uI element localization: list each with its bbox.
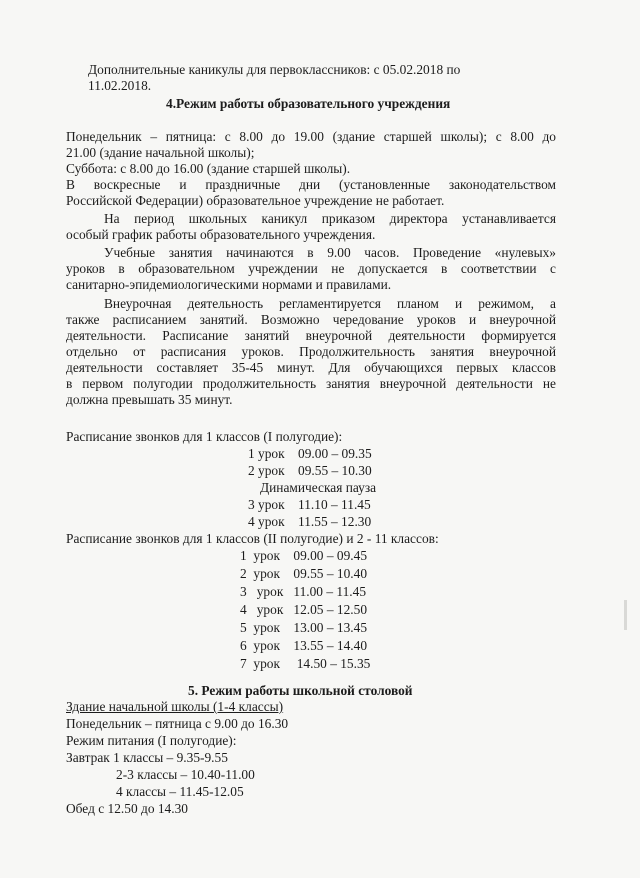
bells-2-row: 6 урок 13.55 – 14.40 — [240, 638, 368, 653]
breakfast-line: 2-3 классы – 10.40-11.00 — [116, 767, 255, 782]
breakfast-line: Завтрак 1 классы – 9.35-9.55 — [66, 750, 228, 765]
hours-line-2: 21.00 (здание начальной школы); — [66, 145, 255, 160]
extra-line-3: деятельности. Расписание занятий внеурочной деятельности формируется — [66, 328, 556, 343]
hours-line-1: Понедельник – пятница: с 8.00 до 19.00 (здание старшей школы); с 8.00 до — [66, 129, 556, 144]
scan-edge-mark — [624, 600, 627, 630]
bells-2-row: 2 урок 09.55 – 10.40 — [240, 566, 368, 581]
bells-2-row: 5 урок 13.00 – 13.45 — [240, 620, 368, 635]
building-label: Здание начальной школы (1-4 классы) — [66, 699, 284, 714]
breakfast-line: 4 классы – 11.45-12.05 — [116, 784, 244, 799]
canteen-hours: Понедельник – пятница с 9.00 до 16.30 — [66, 716, 289, 731]
lunch-line: Обед с 12.50 до 14.30 — [66, 801, 188, 816]
bells-2-row: 4 урок 12.05 – 12.50 — [240, 602, 368, 617]
section-5-title: 5. Режим работы школьной столовой — [188, 683, 413, 698]
section-4-title: 4.Режим работы образовательного учреждения — [166, 96, 451, 111]
holidays-line-2: особый график работы образовательного учреждения. — [66, 227, 376, 242]
classes-line-1: Учебные занятия начинаются в 9.00 часов. Проведение «нулевых» — [104, 245, 556, 260]
intro-line-1: Дополнительные каникулы для первоклассников: с 05.02.2018 по — [88, 62, 461, 77]
extra-line-4: отдельно от расписания уроков. Продолжительность занятия внеурочной — [66, 344, 556, 359]
bells-1-row: 3 урок 11.10 – 11.45 — [248, 497, 371, 512]
classes-line-3: санитарно-эпидемиологическими нормами и правилами. — [66, 277, 392, 292]
bells-1-row: 2 урок 09.55 – 10.30 — [248, 463, 372, 478]
bells-2-row: 1 урок 09.00 – 09.45 — [240, 548, 368, 563]
dynamic-pause: Динамическая пауза — [260, 480, 377, 495]
bells-1-row: 4 урок 11.55 – 12.30 — [248, 514, 372, 529]
bells-1-row: 1 урок 09.00 – 09.35 — [248, 446, 372, 461]
bells-2-title: Расписание звонков для 1 классов (II полугодие) и 2 - 11 классов: — [66, 531, 439, 546]
bells-1-title: Расписание звонков для 1 классов (I полугодие): — [66, 429, 343, 444]
bells-2-row: 3 урок 11.00 – 11.45 — [240, 584, 367, 599]
extra-line-1: Внеурочная деятельность регламентируется планом и режимом, а — [104, 296, 556, 311]
extra-line-5: деятельности составляет 35-45 минут. Для обучающихся первых классов — [66, 360, 556, 375]
extra-line-2: также расписанием занятий. Возможно чередование уроков и внеурочной — [66, 312, 556, 327]
intro-line-2: 11.02.2018. — [88, 78, 152, 93]
extra-line-7: должна превышать 35 минут. — [66, 392, 233, 407]
holidays-line-1: На период школьных каникул приказом директора устанавливается — [104, 211, 556, 226]
hours-line-4: В воскресные и праздничные дни (установленные законодательством — [66, 177, 556, 192]
meal-mode: Режим питания (I полугодие): — [66, 733, 237, 748]
classes-line-2: уроков в образовательном учреждении не допускается в соответствии с — [66, 261, 556, 276]
hours-line-3: Суббота: с 8.00 до 16.00 (здание старшей школы). — [66, 161, 351, 176]
hours-line-5: Российской Федерации) образовательное учреждение не работает. — [66, 193, 445, 208]
bells-2-row: 7 урок 14.50 – 15.35 — [240, 656, 371, 671]
extra-line-6: в первом полугодии продолжительность занятия внеурочной деятельности не — [66, 376, 556, 391]
